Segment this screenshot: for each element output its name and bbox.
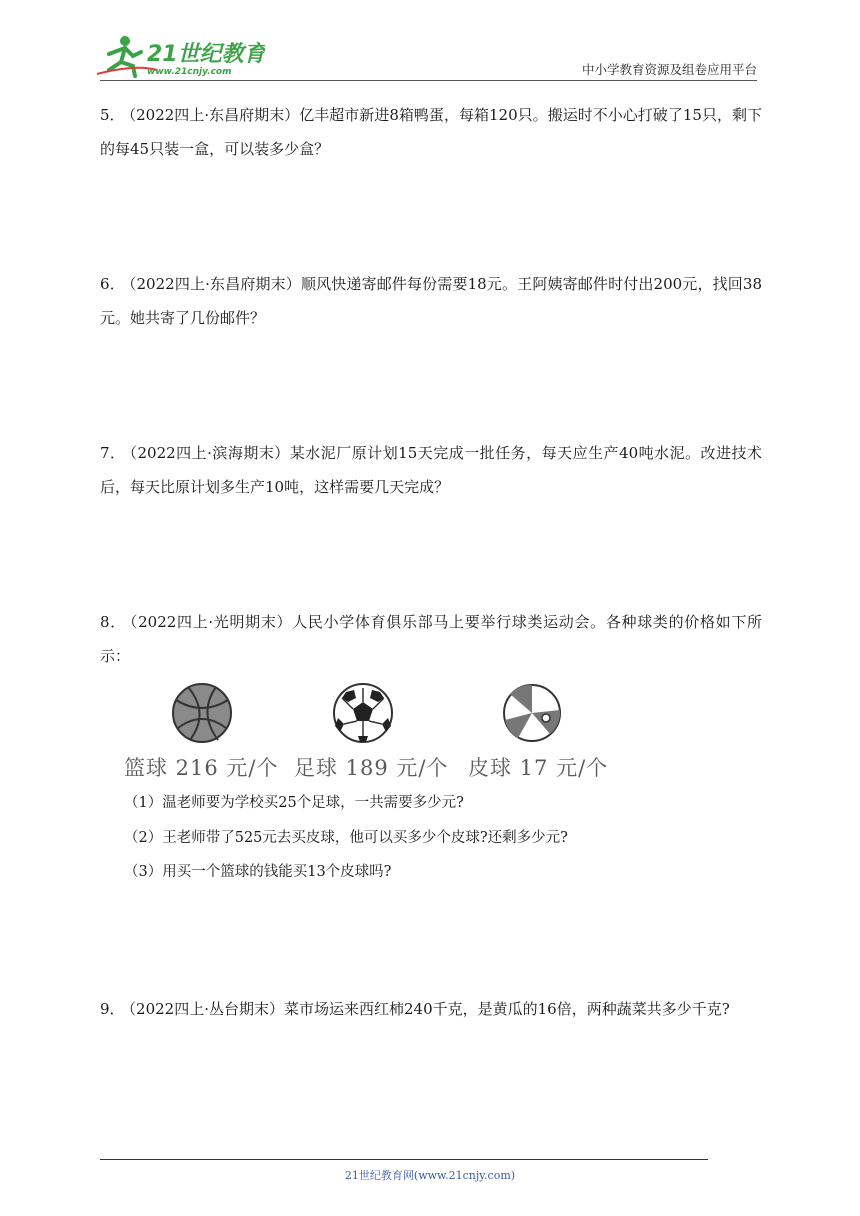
question-number: 9． xyxy=(100,1000,125,1018)
basketball-price-label: 篮球 216 元/个 xyxy=(124,756,279,780)
question-text: 某水泥厂原计划15天完成一批任务，每天应生产40吨水泥。改进技术后，每天比原计划多生产10吨，这样需要几天完成？ xyxy=(100,444,762,496)
page-header xyxy=(0,0,860,82)
question-number: 6． xyxy=(100,275,125,293)
question-5 xyxy=(100,98,762,166)
runner-logo-icon xyxy=(95,34,265,78)
question-6 xyxy=(100,267,762,335)
beach-ball-price-label: 皮球 17 元/个 xyxy=(468,756,609,780)
question-source: （2022四上·东昌府期末） xyxy=(128,106,300,124)
svg-text:21世纪教育: 21世纪教育 xyxy=(147,42,265,67)
question-text: 亿丰超市新进8箱鸭蛋，每箱120只。搬运时不小心打破了15只，剩下的每45只装一盒，可以装多少盒？ xyxy=(100,106,763,158)
question-text: 顺风快递寄邮件每份需要18元。王阿姨寄邮件时付出200元，找回38元。她共寄了几份邮件？ xyxy=(100,275,763,327)
question-8 xyxy=(100,605,762,673)
header-platform-text: 中小学教育资源及组卷应用平台 xyxy=(581,62,757,77)
sub-question-2: （2）王老师带了525元去买皮球，他可以买多少个皮球?还剩多少元? xyxy=(124,830,568,846)
question-source: （2022四上·光明期末） xyxy=(129,613,293,631)
question-source: （2022四上·丛台期末） xyxy=(128,1000,284,1018)
basketball-icon xyxy=(173,684,231,742)
soccer-ball-price-label: 足球 189 元/个 xyxy=(294,756,449,780)
question-source: （2022四上·滨海期末） xyxy=(129,444,290,462)
footer-text: 21世纪教育网(www.21cnjy.com) xyxy=(344,1169,516,1182)
question-number: 8． xyxy=(100,613,126,631)
beach-ball-icon xyxy=(504,685,560,741)
question-text: 菜市场运来西红柿240千克，是黄瓜的16倍，两种蔬菜共多少千克? xyxy=(284,1000,730,1018)
logo xyxy=(95,34,265,78)
soccer-ball-icon xyxy=(334,684,392,742)
question-text: 人民小学体育俱乐部马上要举行球类运动会。各种球类的价格如下所示： xyxy=(100,613,763,665)
footer-divider xyxy=(100,1159,708,1160)
sub-question-1: （1）温老师要为学校买25个足球，一共需要多少元? xyxy=(124,795,464,811)
question-source: （2022四上·东昌府期末） xyxy=(128,275,301,293)
sub-question-3: （3）用买一个篮球的钱能买13个皮球吗? xyxy=(124,864,392,880)
question-7 xyxy=(100,436,762,504)
header-divider xyxy=(100,80,757,81)
question-9 xyxy=(100,992,762,1026)
svg-text:www.21cnjy.com: www.21cnjy.com xyxy=(147,67,232,77)
question-number: 7． xyxy=(100,444,126,462)
question-number: 5． xyxy=(100,106,125,124)
